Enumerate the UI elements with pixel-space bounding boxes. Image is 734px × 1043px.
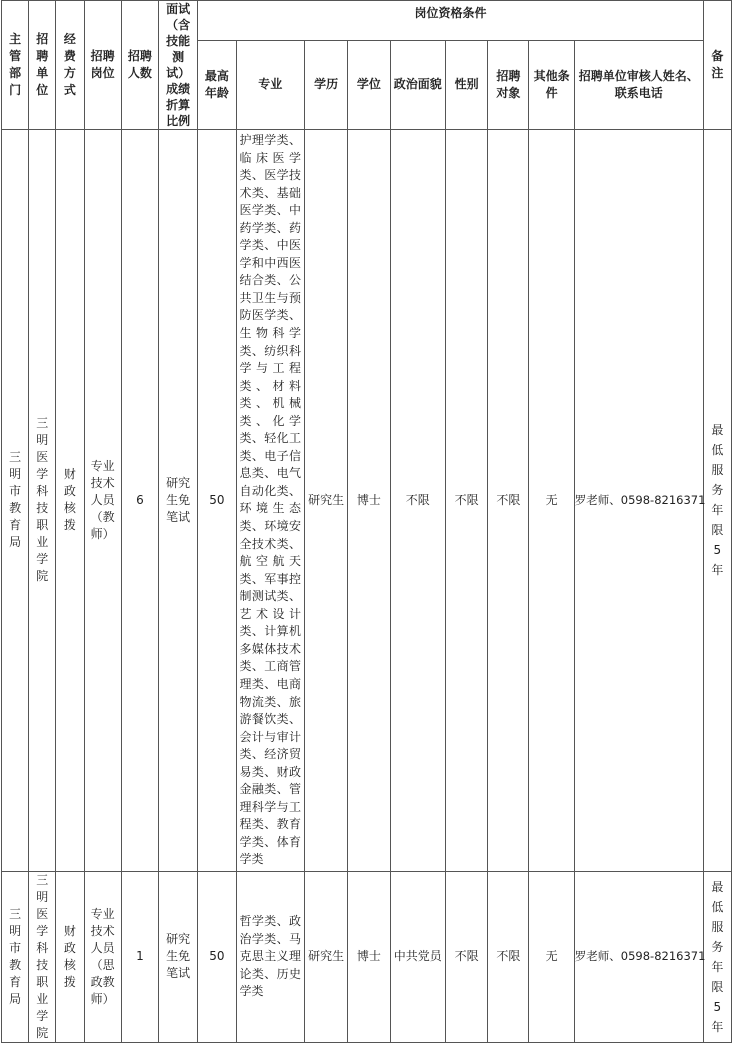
- col-header-target: 招聘对象: [488, 40, 529, 129]
- cell-unit: 三明医学科技职业学院: [29, 130, 56, 872]
- recruitment-table: [1, 0, 732, 1043]
- cell-other: 无: [529, 130, 574, 872]
- header-row-1: [2, 1, 732, 41]
- col-header-ratio: 面试（含技能测试）成绩折算比例: [159, 1, 198, 130]
- cell-major: 哲学类、政治学类、马克思主义理论类、历史学类: [236, 871, 304, 1042]
- col-header-qualifications: 岗位资格条件: [198, 1, 703, 41]
- col-header-note: 备注: [703, 1, 731, 130]
- cell-dept: 三明市教育局: [2, 130, 29, 872]
- cell-age: 50: [198, 130, 236, 872]
- cell-politics: 中共党员: [390, 871, 445, 1042]
- table-row: [2, 871, 732, 1042]
- cell-note: 最低服务年限5年: [703, 130, 731, 872]
- col-header-contact: 招聘单位审核人姓名、联系电话: [574, 40, 703, 129]
- col-header-gender: 性别: [445, 40, 487, 129]
- cell-age: 50: [198, 871, 236, 1042]
- cell-target: 不限: [488, 871, 529, 1042]
- col-header-funding: 经费方式: [56, 1, 84, 130]
- cell-gender: 不限: [445, 130, 487, 872]
- cell-politics: 不限: [390, 130, 445, 872]
- cell-unit: 三明医学科技职业学院: [29, 871, 56, 1042]
- cell-ratio: 研究生免笔试: [159, 871, 198, 1042]
- cell-gender: 不限: [445, 871, 487, 1042]
- col-header-position: 招聘岗位: [84, 1, 121, 130]
- col-header-education: 学历: [305, 40, 348, 129]
- cell-major: 护理学类、临床医学类、医学技术类、基础医学类、中药学类、药学类、中医学和中西医结合类、公共卫生与预防医学类、生物科学类、纺织科学与工程类、材料类、机械类、化学类、轻化工类、电子信息类、电气自动化类、环境生态类、环境安全技术类、航空航天类、军事控制测试类、艺术设计类、计算机多媒体技术类、工商管理类、电商物流类、旅游餐饮类、会计与审计类、经济贸易类、财政金融类、管理科学与工程类、教育学类、体育学类: [236, 130, 304, 872]
- cell-degree: 博士: [348, 130, 390, 872]
- col-header-other: 其他条件: [529, 40, 574, 129]
- col-header-politics: 政治面貌: [390, 40, 445, 129]
- cell-note: 最低服务年限5年: [703, 871, 731, 1042]
- cell-position: 专业技术人员（思政教师）: [84, 871, 121, 1042]
- col-header-count: 招聘人数: [121, 1, 158, 130]
- cell-funding: 财政核拨: [56, 130, 84, 872]
- col-header-degree: 学位: [348, 40, 390, 129]
- col-header-unit: 招聘单位: [29, 1, 56, 130]
- table-row: [2, 130, 732, 872]
- cell-contact: 罗老师、0598-8216371: [574, 871, 703, 1042]
- cell-dept: 三明市教育局: [2, 871, 29, 1042]
- col-header-age: 最高年龄: [198, 40, 236, 129]
- col-header-dept: 主管部门: [2, 1, 29, 130]
- col-header-major: 专业: [236, 40, 304, 129]
- cell-position: 专业技术人员（教师）: [84, 130, 121, 872]
- cell-ratio: 研究生免笔试: [159, 130, 198, 872]
- cell-degree: 博士: [348, 871, 390, 1042]
- cell-other: 无: [529, 871, 574, 1042]
- cell-count: 1: [121, 871, 158, 1042]
- cell-education: 研究生: [305, 871, 348, 1042]
- cell-contact: 罗老师、0598-8216371: [574, 130, 703, 872]
- cell-count: 6: [121, 130, 158, 872]
- cell-target: 不限: [488, 130, 529, 872]
- cell-funding: 财政核拨: [56, 871, 84, 1042]
- cell-education: 研究生: [305, 130, 348, 872]
